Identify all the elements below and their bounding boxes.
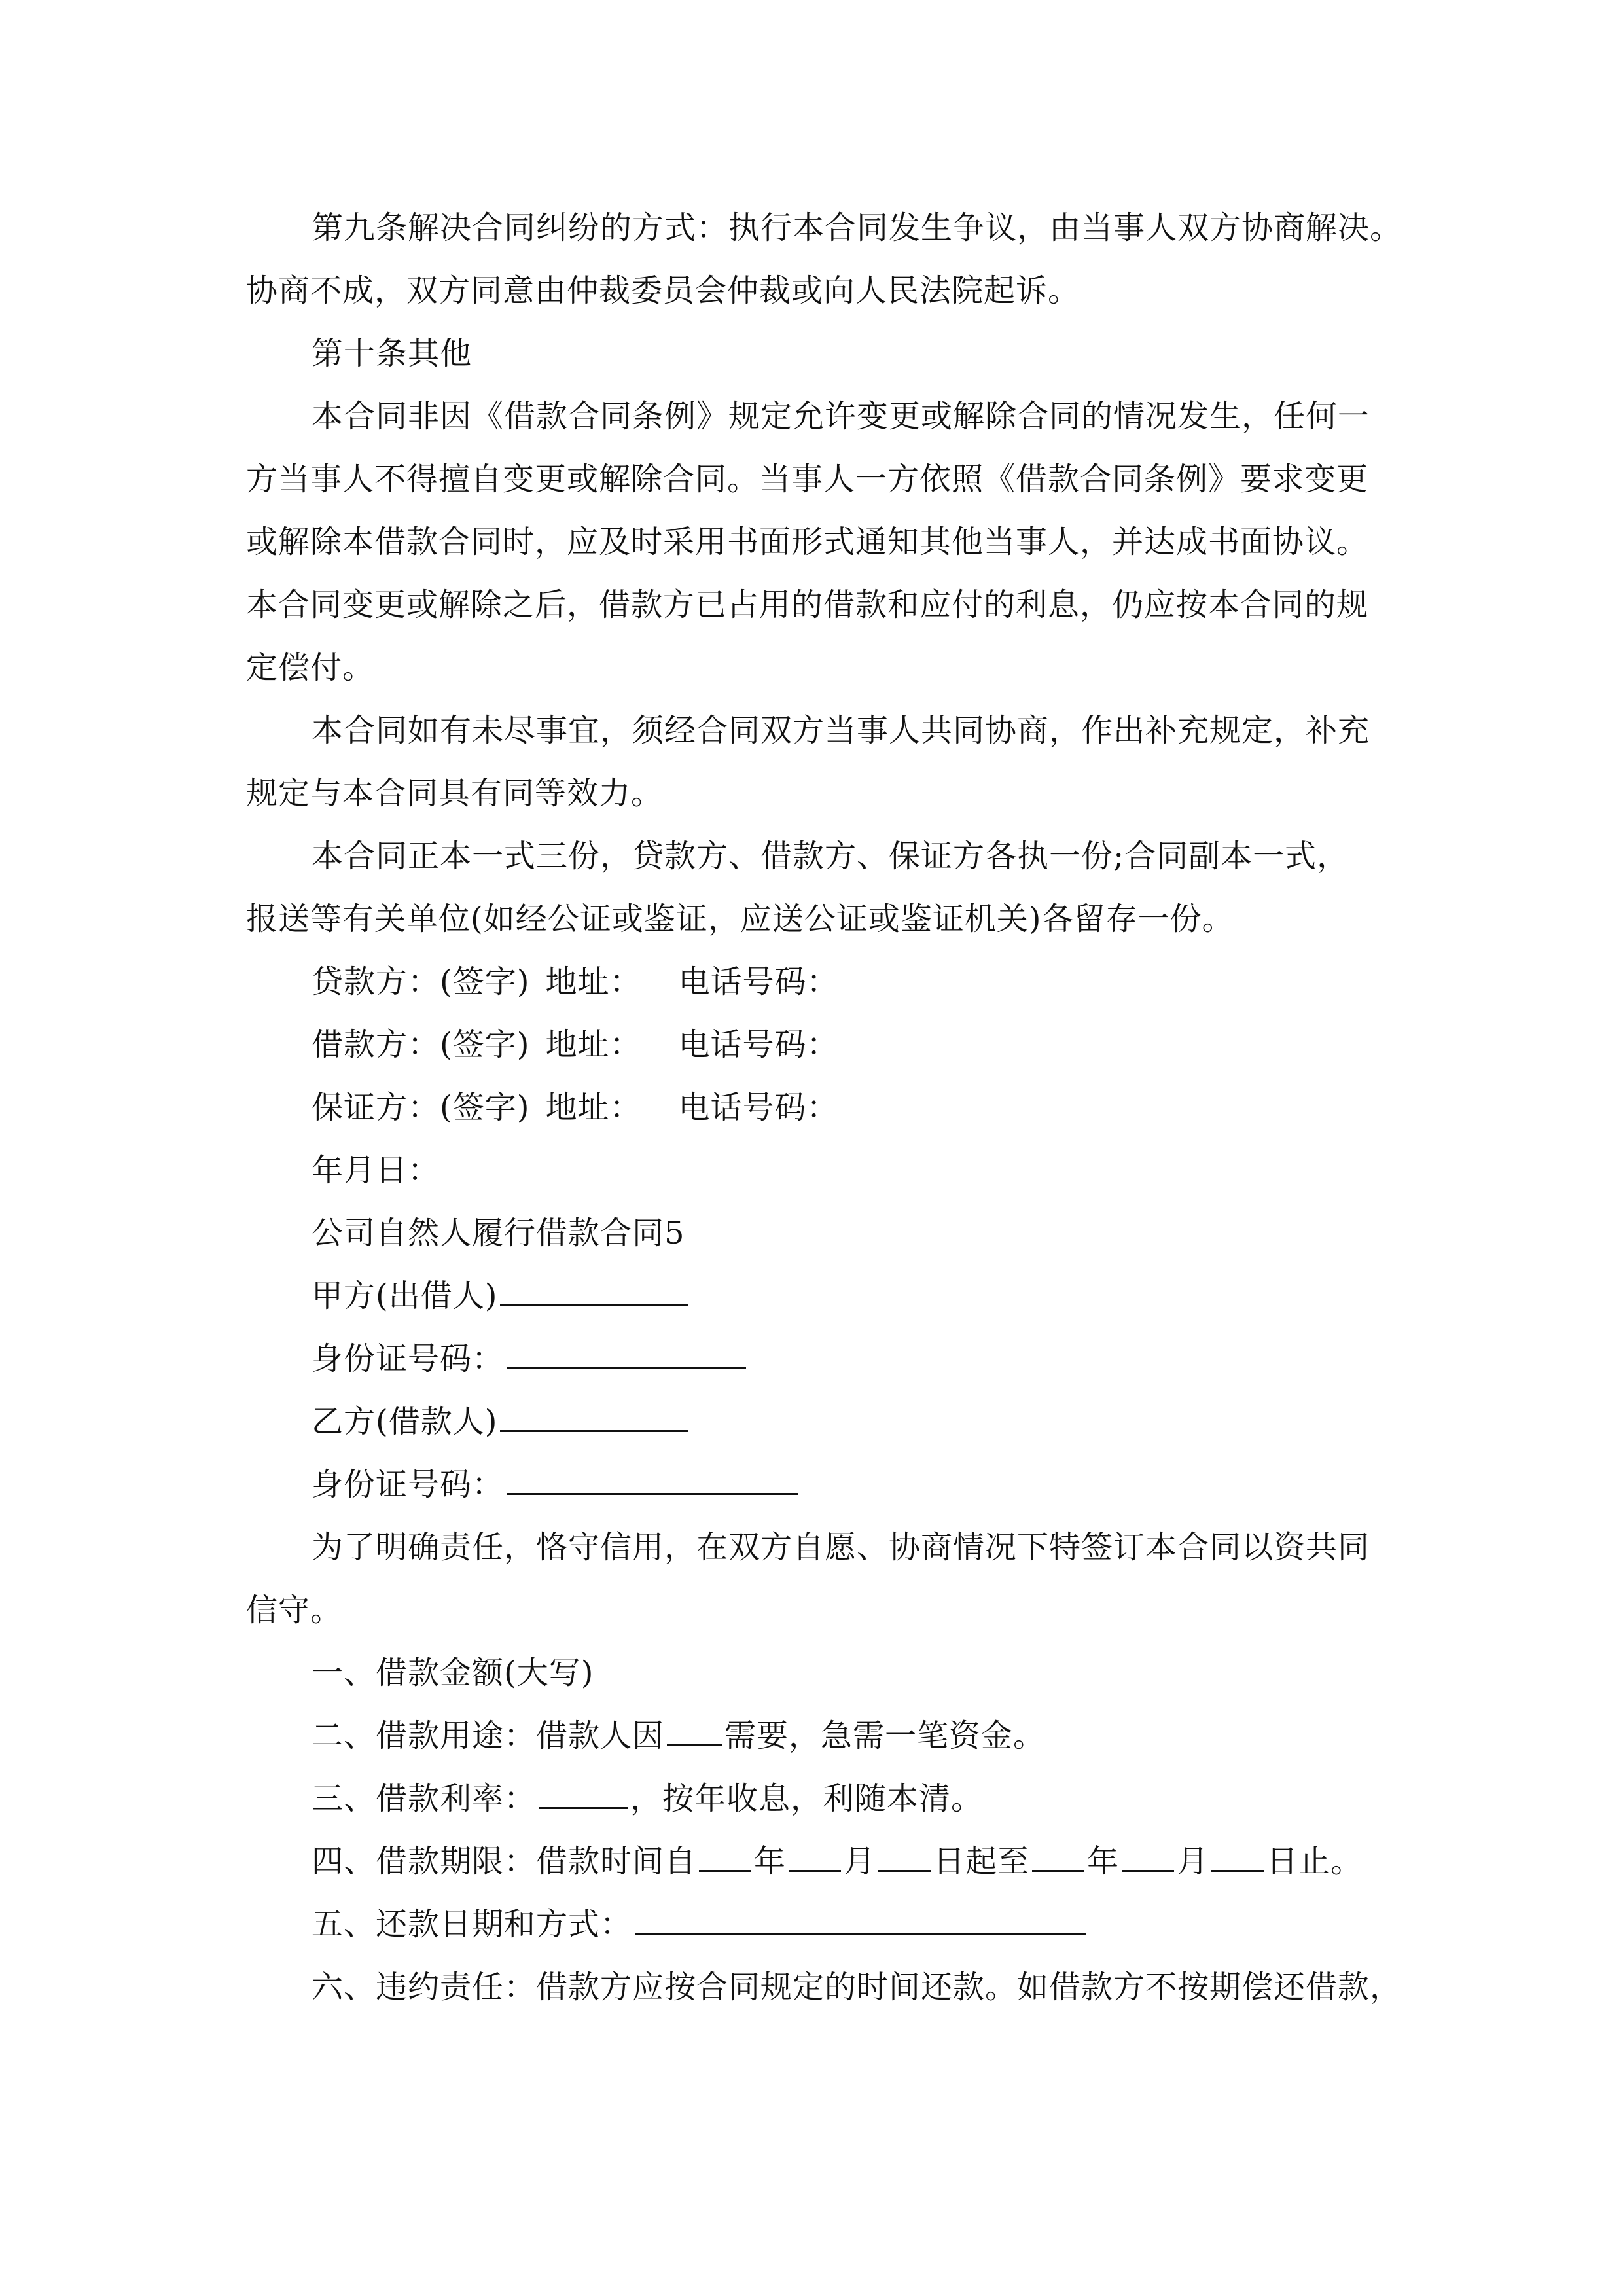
article10-p1-line1: 本合同非因《借款合同条例》规定允许变更或解除合同的情况发生，任何一 — [312, 398, 1370, 435]
item2-tail: 需要，急需一笔资金。 — [724, 1717, 1046, 1754]
article10-heading: 第十条其他 — [312, 335, 473, 372]
article10-p1-line3: 或解除本借款合同时，应及时采用书面形式通知其他当事人，并达成书面协议。 — [246, 524, 1369, 560]
guarantor-label: 保证方：(签字) — [312, 1089, 530, 1126]
intro-line2: 信守。 — [246, 1592, 343, 1628]
id-b-row — [312, 1465, 801, 1504]
article10-p1-line5: 定偿付。 — [246, 649, 375, 686]
id-a-label: 身份证号码： — [312, 1340, 505, 1377]
item4-day-from-blank[interactable] — [878, 1842, 931, 1872]
phone-label: 电话号码： — [678, 963, 839, 1000]
item5-blank[interactable] — [635, 1905, 1086, 1935]
item3-tail: ，按年收息，利随本清。 — [630, 1780, 984, 1817]
article10-p2-line2: 规定与本合同具有同等效力。 — [246, 775, 664, 812]
phone-label: 电话号码： — [678, 1026, 839, 1063]
item3-rate-row — [312, 1779, 983, 1818]
date-label: 年月日： — [312, 1152, 440, 1189]
signature-guarantor-row — [312, 1088, 839, 1127]
party-a-label: 甲方(出借人) — [312, 1278, 498, 1314]
item4-to-text: 日止。 — [1266, 1843, 1363, 1880]
item4-month-from-blank[interactable] — [789, 1842, 841, 1872]
id-a-row — [312, 1339, 749, 1378]
item5-repayment-row — [312, 1905, 1089, 1944]
party-b-row — [312, 1402, 691, 1441]
item1-amount: 一、借款金额(大写) — [312, 1655, 594, 1691]
party-b-blank[interactable] — [500, 1403, 688, 1432]
item4-year-from-blank[interactable] — [699, 1842, 751, 1872]
id-a-blank[interactable] — [507, 1340, 746, 1369]
signature-borrower-row — [312, 1025, 839, 1064]
article10-p2-line1: 本合同如有未尽事宜，须经合同双方当事人共同协商，作出补充规定，补充 — [312, 712, 1370, 749]
address-label: 地址： — [545, 1089, 642, 1126]
item4-term-row — [312, 1842, 1363, 1881]
item2-blank[interactable] — [667, 1717, 722, 1746]
party-a-blank[interactable] — [500, 1277, 688, 1306]
lender-label: 贷款方：(签字) — [312, 963, 530, 1000]
signature-lender-row — [312, 962, 839, 1001]
article10-p1-line4: 本合同变更或解除之后，借款方已占用的借款和应付的利息，仍应按本合同的规 — [246, 586, 1369, 623]
address-label: 地址： — [545, 963, 642, 1000]
intro-line1: 为了明确责任，恪守信用，在双方自愿、协商情况下特签订本合同以资共同 — [312, 1529, 1370, 1566]
item4-year-unit: 年 — [754, 1843, 787, 1880]
party-a-row — [312, 1276, 691, 1316]
item4-month-unit: 月 — [1177, 1843, 1209, 1880]
article10-p1-line2: 方当事人不得擅自变更或解除合同。当事人一方依照《借款合同条例》要求变更 — [246, 461, 1369, 497]
item3-blank[interactable] — [539, 1780, 628, 1809]
item4-label: 四、借款期限：借款时间自 — [312, 1843, 697, 1880]
item4-month-to-blank[interactable] — [1122, 1842, 1174, 1872]
address-label: 地址： — [545, 1026, 642, 1063]
article10-p3-line2: 报送等有关单位(如经公证或鉴证，应送公证或鉴证机关)各留存一份。 — [246, 901, 1234, 937]
item6-liability: 六、违约责任：借款方应按合同规定的时间还款。如借款方不按期偿还借款， — [312, 1969, 1402, 2005]
item5-label: 五、还款日期和方式： — [312, 1906, 633, 1943]
id-b-label: 身份证号码： — [312, 1466, 505, 1503]
item2-label: 二、借款用途：借款人因 — [312, 1717, 665, 1754]
item2-purpose-row — [312, 1716, 1045, 1755]
phone-label: 电话号码： — [678, 1089, 839, 1126]
item4-year-to-blank[interactable] — [1032, 1842, 1084, 1872]
borrower-label: 借款方：(签字) — [312, 1026, 530, 1063]
article9-line1: 第九条解决合同纠纷的方式：执行本合同发生争议，由当事人双方协商解决。 — [312, 209, 1402, 246]
item4-year-unit: 年 — [1087, 1843, 1120, 1880]
article9-line2: 协商不成，双方同意由仲裁委员会仲裁或向人民法院起诉。 — [246, 272, 1080, 309]
contract5-title: 公司自然人履行借款合同5 — [312, 1215, 685, 1251]
article10-p3-line1: 本合同正本一式三份，贷款方、借款方、保证方各执一份;合同副本一式， — [312, 838, 1349, 874]
party-b-label: 乙方(借款人) — [312, 1403, 498, 1440]
item4-day-to-blank[interactable] — [1211, 1842, 1264, 1872]
id-b-blank[interactable] — [507, 1465, 798, 1495]
item4-month-unit: 月 — [844, 1843, 876, 1880]
item3-label: 三、借款利率： — [312, 1780, 537, 1817]
item4-from-text: 日起至 — [933, 1843, 1030, 1880]
